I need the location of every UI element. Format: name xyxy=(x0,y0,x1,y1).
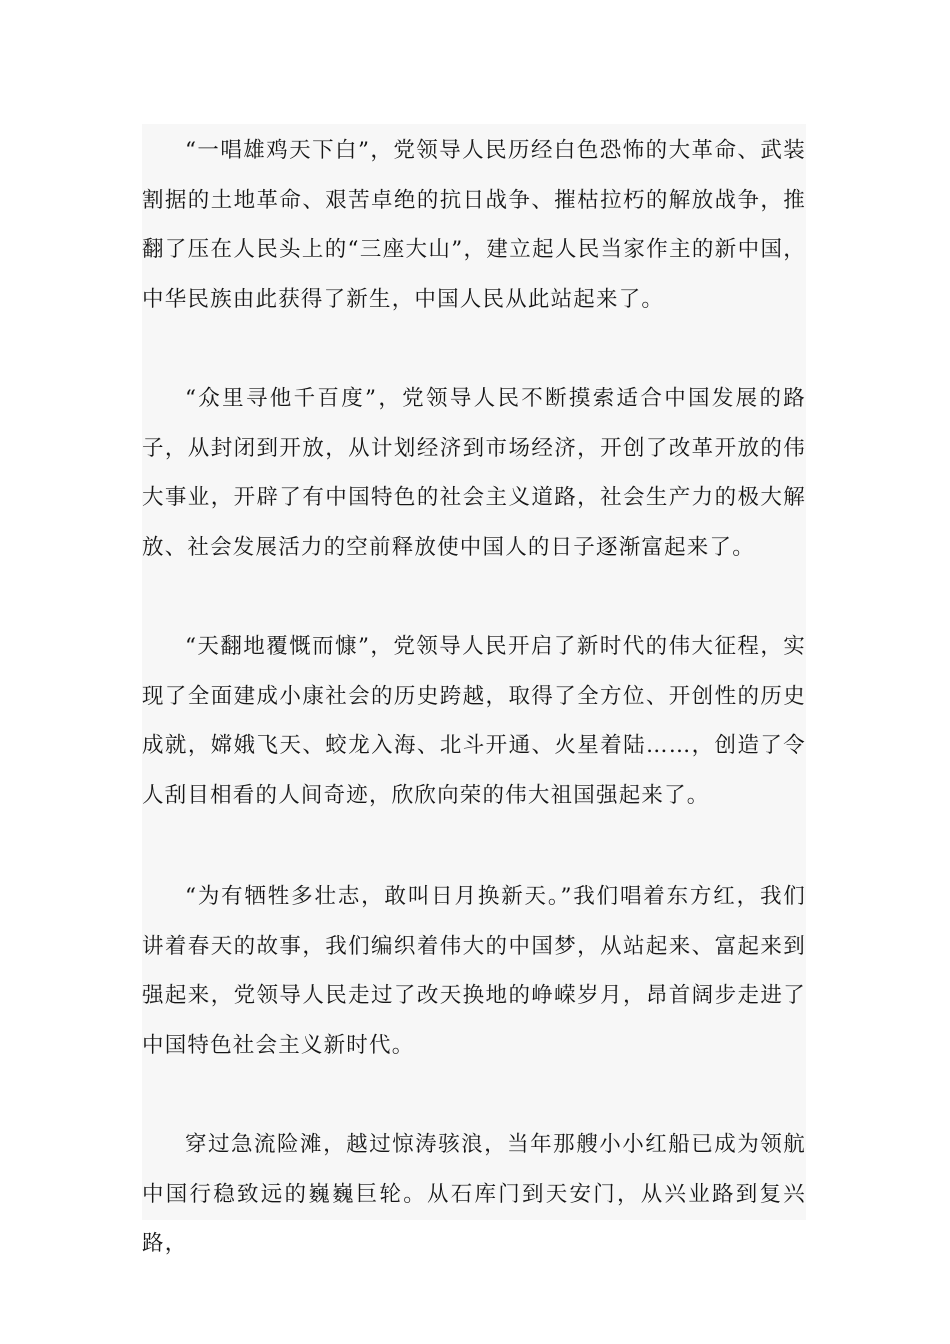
paragraph-3: “天翻地覆慨而慷”，党领导人民开启了新时代的伟大征程，实现了全面建成小康社会的历史跨越，取得了全方位、开创性的历史成就，嫦娥飞天、蛟龙入海、北斗开通、火星着陆……，创造了令人刮目相看的人间奇迹，欣欣向荣的伟大祖国强起来了。 xyxy=(142,634,806,808)
document-body xyxy=(142,124,806,1256)
paragraph-5: 穿过急流险滩，越过惊涛骇浪，当年那艘小小红船已成为领航中国行稳致远的巍巍巨轮。从石库门到天安门，从兴业路到复兴路， xyxy=(142,1132,806,1256)
paragraph-4: “为有牺牲多壮志，敢叫日月换新天。”我们唱着东方红，我们讲着春天的故事，我们编织着伟大的中国梦，从站起来、富起来到强起来，党领导人民走过了改天换地的峥嵘岁月，昂首阔步走进了中国特色社会主义新时代。 xyxy=(142,884,806,1058)
paragraph-2: “众里寻他千百度”，党领导人民不断摸索适合中国发展的路子，从封闭到开放，从计划经济到市场经济，开创了改革开放的伟大事业，开辟了有中国特色的社会主义道路，社会生产力的极大解放、社会发展活力的空前释放使中国人的日子逐渐富起来了。 xyxy=(142,386,806,560)
paragraph-1: “一唱雄鸡天下白”，党领导人民历经白色恐怖的大革命、武装割据的土地革命、艰苦卓绝的抗日战争、摧枯拉朽的解放战争，推翻了压在人民头上的“三座大山”，建立起人民当家作主的新中国，中华民族由此获得了新生，中国人民从此站起来了。 xyxy=(142,138,806,312)
